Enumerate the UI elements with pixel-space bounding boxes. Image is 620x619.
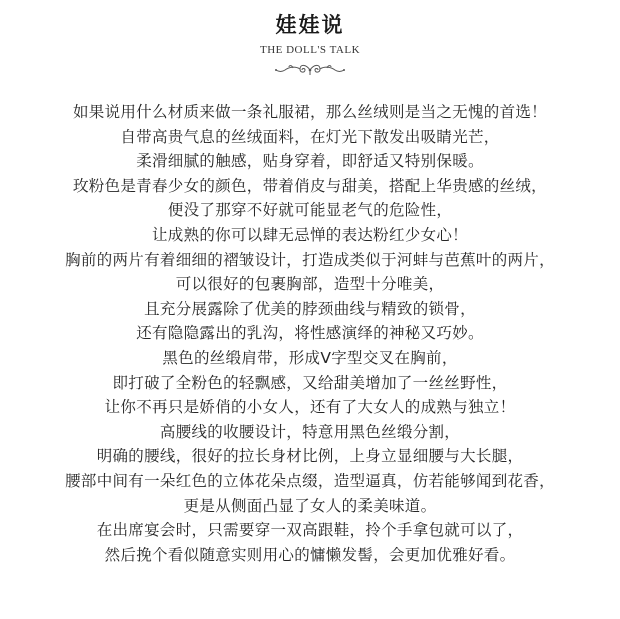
- header: [0, 10, 620, 78]
- text-line: 即打破了全粉色的轻飘感，又给甜美增加了一丝丝野性，: [112, 373, 508, 392]
- text-line: 让成熟的你可以肆无忌惮的表达粉红少女心！: [151, 225, 468, 244]
- text-line: 在出席宴会时，只需要穿一双高跟鞋，拎个手拿包就可以了，: [96, 521, 524, 540]
- text-line: 高腰线的收腰设计，特意用黑色丝缎分割，: [159, 422, 461, 441]
- text-line: 玫粉色是青春少女的颜色，带着俏皮与甜美，搭配上华贵感的丝绒，: [72, 176, 547, 195]
- article-body: [0, 100, 620, 567]
- text-line: 让你不再只是娇俏的小女人，还有了大女人的成熟与独立！: [104, 398, 516, 417]
- text-line: 更是从侧面凸显了女人的柔美味道。: [183, 496, 437, 515]
- page-title: 娃娃说: [275, 12, 345, 37]
- flourish-ornament-icon: [273, 62, 347, 78]
- text-line: 便没了那穿不好就可能显老气的危险性，: [167, 201, 453, 220]
- text-line: 还有隐隐露出的乳沟，将性感演绎的神秘又巧妙。: [136, 324, 484, 343]
- text-line: 腰部中间有一朵红色的立体花朵点缀，造型逼真，仿若能够闻到花香，: [65, 471, 555, 490]
- text-line: 可以很好的包裹胸部，造型十分唯美，: [175, 275, 445, 294]
- text-line: 如果说用什么材质来做一条礼服裙，那么丝绒则是当之无愧的首选！: [72, 103, 547, 121]
- text-line: 胸前的两片有着细细的褶皱设计，打造成类似于河蚌与芭蕉叶的两片，: [65, 250, 555, 269]
- text-line: 柔滑细腻的触感，贴身穿着，即舒适又特别保暖。: [136, 152, 484, 171]
- text-line: 然后挽个看似随意实则用心的慵懒发髻，会更加优雅好看。: [104, 545, 516, 564]
- text-line: 自带高贵气息的丝绒面料，在灯光下散发出吸睛光芒，: [120, 127, 500, 146]
- text-line: 明确的腰线，很好的拉长身材比例，上身立显细腰与大长腿，: [96, 447, 524, 466]
- text-line: 黑色的丝缎肩带，形成V字型交叉在胸前，: [162, 348, 458, 367]
- text-line: 且充分展露除了优美的脖颈曲线与精致的锁骨，: [144, 299, 476, 318]
- page-subtitle: THE DOLL'S TALK: [259, 44, 361, 56]
